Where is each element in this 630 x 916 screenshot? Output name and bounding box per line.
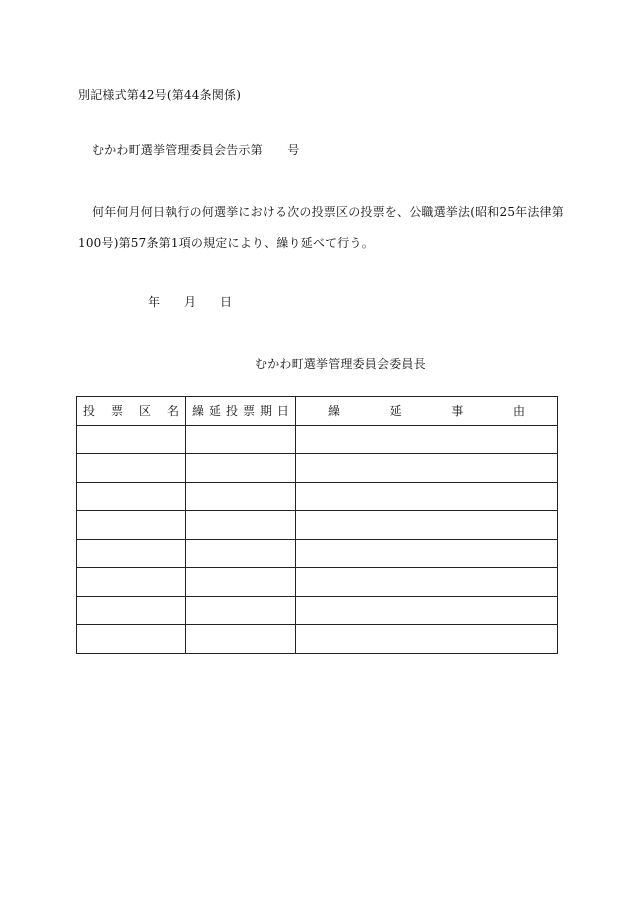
date-line [148, 293, 232, 310]
cell-deferral-reason [296, 482, 558, 511]
header-polling-district [77, 397, 186, 426]
date-year: 年 [148, 295, 161, 309]
header-deferral-reason [296, 397, 558, 426]
table-row [77, 625, 558, 654]
header-char: 区 [138, 404, 151, 419]
header-char: 延 [208, 404, 221, 419]
table-row [77, 454, 558, 483]
cell-deferral-reason [296, 425, 558, 454]
cell-polling-district [77, 596, 186, 625]
header-char: 投 [225, 404, 238, 419]
date-month: 月 [184, 295, 197, 309]
notice-body-line-1: 何年何月何日執行の何選挙における次の投票区の投票を、公職選挙法(昭和25年法律第 [92, 205, 564, 219]
header-char: 繰 [192, 404, 205, 419]
header-char: 票 [110, 404, 123, 419]
table-row [77, 511, 558, 540]
cell-polling-district [77, 625, 186, 654]
cell-polling-district [77, 511, 186, 540]
cell-deferral-reason [296, 511, 558, 540]
notice-number: むかわ町選挙管理委員会告示第 号 [92, 143, 300, 157]
cell-deferral-reason [296, 568, 558, 597]
cell-deferred-date [186, 482, 296, 511]
header-char: 日 [276, 404, 289, 419]
table-row [77, 568, 558, 597]
cell-deferred-date [186, 625, 296, 654]
cell-deferral-reason [296, 454, 558, 483]
cell-polling-district [77, 568, 186, 597]
deferral-table [76, 396, 558, 654]
cell-deferral-reason [296, 539, 558, 568]
cell-deferred-date [186, 568, 296, 597]
cell-deferral-reason [296, 596, 558, 625]
table-header-row [77, 397, 558, 426]
table-row [77, 425, 558, 454]
table-row [77, 482, 558, 511]
cell-deferral-reason [296, 625, 558, 654]
cell-deferred-date [186, 539, 296, 568]
cell-polling-district [77, 454, 186, 483]
cell-polling-district [77, 482, 186, 511]
cell-deferred-date [186, 596, 296, 625]
header-char: 投 [83, 404, 96, 419]
table-row [77, 539, 558, 568]
header-char: 延 [389, 404, 402, 419]
notice-body-line-2: 100号)第57条第1項の規定により、繰り延べて行う。 [78, 236, 374, 250]
header-char: 期 [259, 404, 272, 419]
header-char: 由 [512, 404, 525, 419]
date-day: 日 [220, 295, 233, 309]
form-label: 別記様式第42号(第44条関係) [78, 88, 242, 102]
header-deferred-date [186, 397, 296, 426]
header-char: 事 [451, 404, 464, 419]
signatory-title: むかわ町選挙管理委員会委員長 [255, 357, 426, 371]
cell-polling-district [77, 425, 186, 454]
header-char: 繰 [328, 404, 341, 419]
cell-deferred-date [186, 454, 296, 483]
header-char: 名 [166, 404, 179, 419]
table-row [77, 596, 558, 625]
cell-polling-district [77, 539, 186, 568]
cell-deferred-date [186, 425, 296, 454]
header-char: 票 [242, 404, 255, 419]
cell-deferred-date [186, 511, 296, 540]
